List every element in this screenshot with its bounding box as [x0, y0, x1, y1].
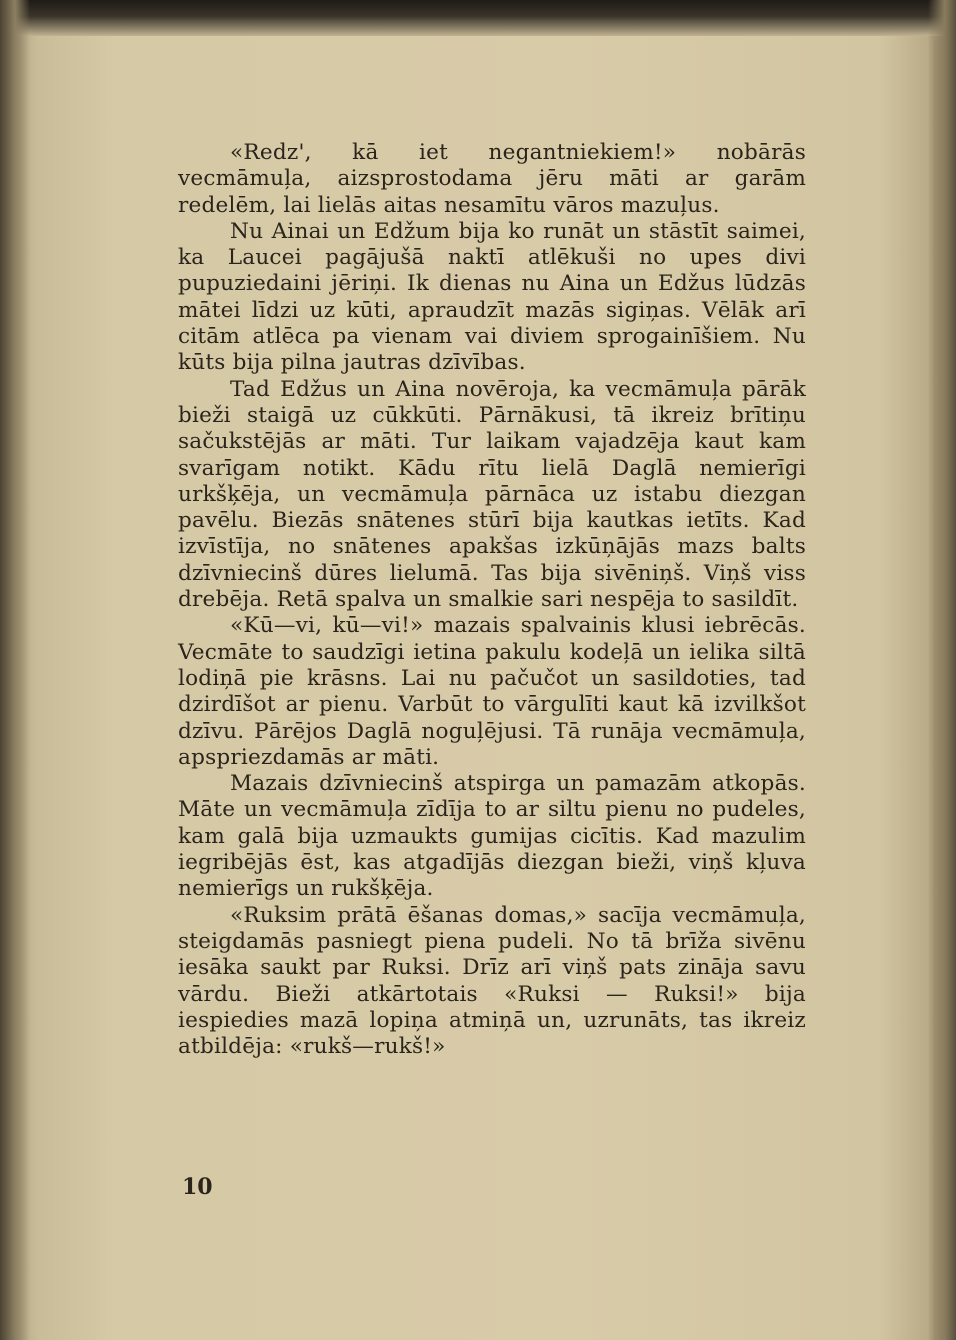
paragraph-6: «Ruksim prātā ēšanas domas,» sacīja vecmāmuļa, steigdamās pasniegt piena pudeli. No tā brīža sivēnu iesāka saukt par Ruksi. Drīz arī viņš pats zināja savu vārdu. Bieži atkārtotais «Ruksi — Ruksi!» bija iespiedies mazā lopiņa atmiņā un, uzrunāts, tas ikreiz atbildēja: «rukš—rukš!» [178, 902, 806, 1060]
page-fold-line [934, 40, 936, 1340]
paragraph-5: Mazais dzīvniecinš atspirga un pamazām atkopās. Māte un vecmāmuļa zīdīja to ar siltu pienu no pudeles, kam galā bija uzmaukts gumijas cicītis. Kad mazulim iegribējās ēst, kas atgadījās diezgan bieži, viņš kļuva nemierīgs un rukšķēja. [178, 771, 806, 902]
page-top-shadow [0, 0, 956, 36]
paragraph-4: «Kū—vi, kū—vi!» mazais spalvainis klusi iebrēcās. Vecmāte to saudzīgi ietina pakulu kodeļā un ielika siltā lodiņā pie krāsns. Lai nu pačučot un sasildoties, tad dzirdīšot ar pienu. Varbūt to vārgulīti kaut kā izvilkšot dzīvu. Pārējos Daglā noguļējusi. Tā runāja vecmāmuļa, apspriezdamās ar māti. [178, 613, 806, 770]
page-left-binding [0, 0, 30, 1340]
body-text [178, 140, 806, 1060]
page-right-edge [928, 0, 956, 1340]
paragraph-2: Nu Ainai un Edžum bija ko runāt un stāstīt saimei, ka Laucei pagājušā naktī atlēkuši no upes divi pupuziedaini jēriņi. Ik dienas nu Aina un Edžus lūdzās mātei līdzi uz kūti, apraudzīt mazās sigiņas. Vēlāk arī citām atlēca pa vienam vai diviem sprogainīšiem. Nu kūts bija pilna jautras dzīvības. [178, 218, 806, 376]
paragraph-1: «Redz', kā iet negantniekiem!» nobārās vecmāmuļa, aizsprostodama jēru māti ar garām redelēm, lai lielās aitas nesamītu vāros mazuļus. [178, 140, 806, 218]
page-number: 10 [182, 1174, 213, 1200]
paragraph-3: Tad Edžus un Aina novēroja, ka vecmāmuļa pārāk bieži staigā uz cūkkūti. Pārnākusi, tā ikreiz brītiņu sačukstējās ar māti. Tur laikam vajadzēja kaut kam svarīgam notikt. Kādu rītu lielā Daglā nemierīgi urkšķēja, un vecmāmuļa pārnāca uz istabu diezgan pavēlu. Biezās snātenes stūrī bija kautkas ietīts. Kad izvīstīja, no snātenes apakšas izkūņājās mazs balts dzīvniecinš dūres lielumā. Tas bija sivēniņš. Viņš viss drebēja. Retā spalva un smalkie sari nespēja to sasildīt. [178, 376, 806, 613]
